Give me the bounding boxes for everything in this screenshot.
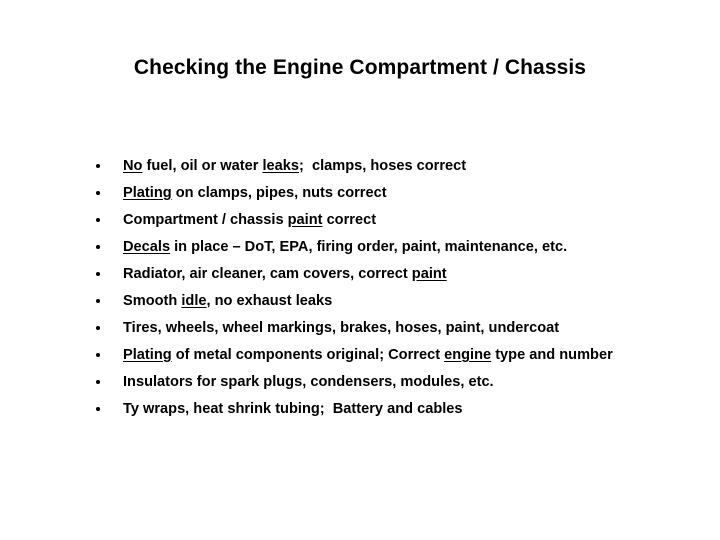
bullet-dot-icon — [96, 191, 100, 195]
bullet-text: Radiator, air cleaner, cam covers, correct — [123, 266, 412, 282]
underlined-text: paint — [287, 212, 323, 228]
bullet-dot-icon — [96, 164, 100, 168]
underlined-text: Plating — [123, 347, 172, 363]
bullet-text: Ty wraps, heat shrink tubing; Battery and cables — [123, 401, 463, 417]
underlined-text: engine — [444, 347, 492, 363]
bullet-item — [93, 180, 613, 207]
checklist-bullets — [93, 153, 613, 423]
underlined-text: Decals — [123, 239, 171, 255]
bullet-text: fuel, oil or water — [142, 158, 263, 174]
bullet-text: Compartment / chassis — [123, 212, 288, 228]
bullet-item — [93, 315, 613, 342]
bullet-text: ; clamps, hoses correct — [299, 158, 467, 174]
bullet-dot-icon — [96, 407, 100, 411]
bullet-text: on clamps, pipes, nuts correct — [171, 185, 387, 201]
bullet-text: Smooth — [123, 293, 182, 309]
bullet-dot-icon — [96, 299, 100, 303]
bullet-text: Insulators for spark plugs, condensers, modules, etc. — [123, 374, 494, 390]
bullet-dot-icon — [96, 326, 100, 330]
bullet-item — [93, 234, 613, 261]
bullet-dot-icon — [96, 353, 100, 357]
bullet-dot-icon — [96, 272, 100, 276]
bullet-item — [93, 153, 613, 180]
bullet-dot-icon — [96, 218, 100, 222]
bullet-item — [93, 396, 613, 423]
bullet-item — [93, 288, 613, 315]
bullet-item — [93, 207, 613, 234]
underlined-text: idle — [181, 293, 207, 309]
bullet-dot-icon — [96, 245, 100, 249]
underlined-text: No — [123, 158, 143, 174]
bullet-item — [93, 369, 613, 396]
bullet-text: type and number — [491, 347, 613, 363]
bullet-text: correct — [322, 212, 377, 228]
bullet-dot-icon — [96, 380, 100, 384]
underlined-text: leaks — [262, 158, 300, 174]
bullet-item — [93, 342, 613, 369]
slide-title: Checking the Engine Compartment / Chassis — [133, 56, 587, 79]
underlined-text: paint — [411, 266, 447, 282]
underlined-text: Plating — [123, 185, 172, 201]
bullet-text: of metal components original; Correct — [171, 347, 445, 363]
bullet-item — [93, 261, 613, 288]
bullet-text: in place – DoT, EPA, firing order, paint, maintenance, etc. — [170, 239, 568, 255]
bullet-text: Tires, wheels, wheel markings, brakes, hoses, paint, undercoat — [123, 320, 560, 336]
bullet-text: , no exhaust leaks — [206, 293, 333, 309]
